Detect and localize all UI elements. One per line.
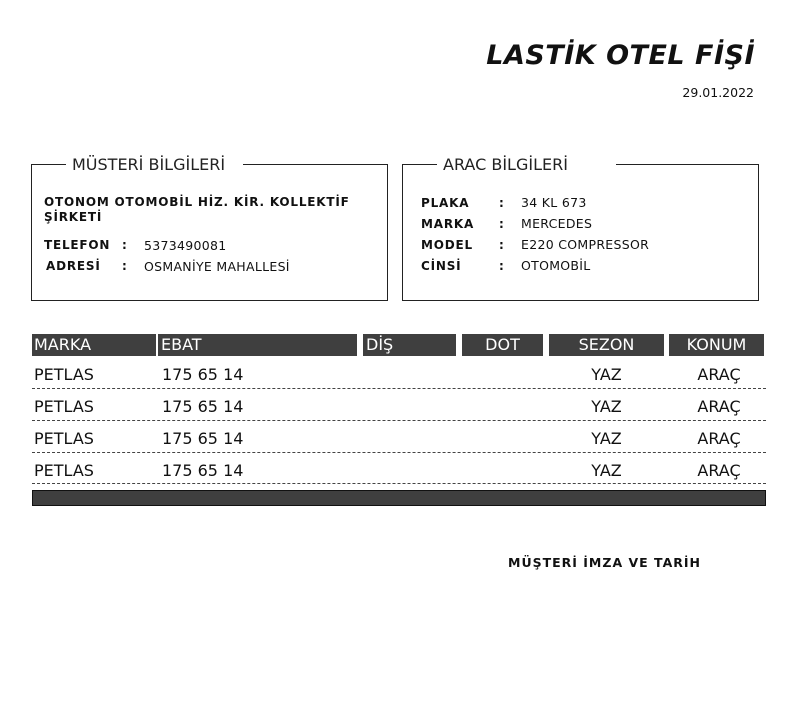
row-4-size: 175 65 14 — [162, 461, 244, 480]
customer-info-box — [31, 155, 388, 301]
model-colon: : — [499, 238, 504, 252]
row-2-divider — [32, 420, 766, 421]
column-header-dot: DOT — [462, 334, 543, 356]
row-2-brand: PETLAS — [34, 397, 94, 416]
column-header-brand: MARKA — [32, 334, 156, 356]
plate-value: 34 KL 673 — [521, 195, 587, 210]
row-4-divider — [32, 483, 766, 484]
table-footer-bar — [32, 490, 766, 506]
type-value: OTOMOBİL — [521, 258, 591, 273]
phone-label: TELEFON — [44, 238, 111, 252]
column-header-season: SEZON — [549, 334, 664, 356]
column-header-location: KONUM — [669, 334, 764, 356]
address-value: OSMANİYE MAHALLESİ — [144, 259, 290, 274]
phone-value: 5373490081 — [144, 238, 227, 253]
row-4-brand: PETLAS — [34, 461, 94, 480]
brand-label: MARKA — [421, 217, 475, 231]
model-value: E220 COMPRESSOR — [521, 237, 650, 252]
signature-label: MÜŞTERİ İMZA VE TARİH — [508, 555, 701, 570]
row-4-season: YAZ — [591, 461, 622, 480]
row-1-season: YAZ — [591, 365, 622, 384]
row-2-location: ARAÇ — [697, 397, 741, 416]
receipt-date: 29.01.2022 — [682, 85, 754, 100]
phone-colon: : — [122, 238, 127, 252]
type-colon: : — [499, 259, 504, 273]
type-label: CİNSİ — [421, 259, 462, 273]
row-3-location: ARAÇ — [697, 429, 741, 448]
row-3-season: YAZ — [591, 429, 622, 448]
row-2-size: 175 65 14 — [162, 397, 244, 416]
plate-colon: : — [499, 196, 504, 210]
row-1-divider — [32, 388, 766, 389]
address-colon: : — [122, 259, 127, 273]
row-3-brand: PETLAS — [34, 429, 94, 448]
row-3-size: 175 65 14 — [162, 429, 244, 448]
row-2-season: YAZ — [591, 397, 622, 416]
customer-company-name: OTONOM OTOMOBİL HİZ. KİR. KOLLEKTİF ŞİRKETİ — [44, 195, 350, 224]
row-4-location: ARAÇ — [697, 461, 741, 480]
brand-value: MERCEDES — [521, 216, 593, 231]
receipt-title: LASTİK OTEL FİŞİ — [486, 40, 755, 71]
vehicle-info-box — [402, 155, 759, 301]
brand-colon: : — [499, 217, 504, 231]
model-label: MODEL — [421, 238, 473, 252]
vehicle-info-legend: ARAC BİLGİLERİ — [437, 155, 616, 174]
row-1-size: 175 65 14 — [162, 365, 244, 384]
column-header-size: EBAT — [158, 334, 357, 356]
row-1-brand: PETLAS — [34, 365, 94, 384]
plate-label: PLAKA — [421, 196, 470, 210]
customer-info-legend: MÜSTERİ BİLGİLERİ — [66, 155, 243, 174]
address-label: ADRESİ — [46, 259, 101, 273]
column-header-tread: DİŞ — [363, 334, 456, 356]
row-1-location: ARAÇ — [697, 365, 741, 384]
row-3-divider — [32, 452, 766, 453]
